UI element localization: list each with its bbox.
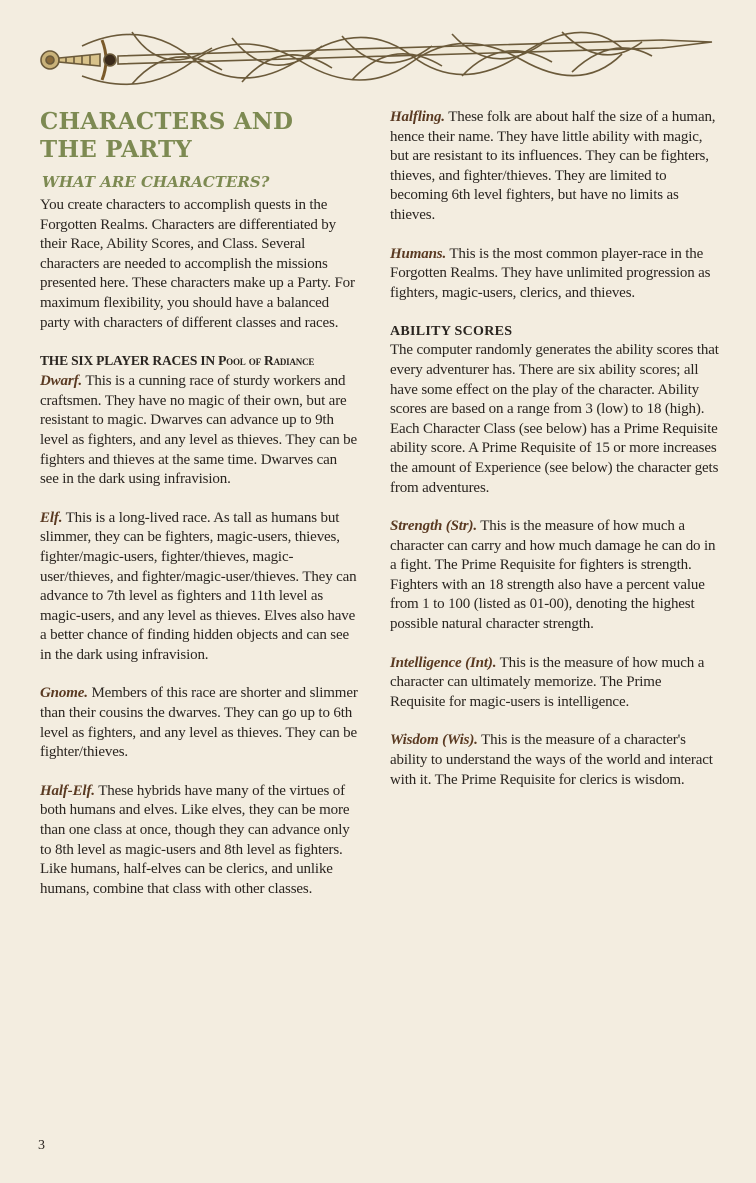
- race-text: These folk are about half the size of a human, hence their name. They have little ability with magic, but are resistant to its influences. They can be fighters, thieves, and fighter/thieves. They are limited to becoming 6th level fighters, but have no limits as thieves.: [390, 109, 716, 223]
- title-line-1: CHARACTERS AND: [40, 108, 294, 135]
- race-name: Half-Elf.: [40, 782, 95, 799]
- race-text: These hybrids have many of the virtues of both humans and elves. Like elves, they can be more than one class at once, though they can advance only to 8th level as magic-users and 8th level as fighters. Like humans, half-elves can be clerics, and unlike humans, combine that class with other classes.: [40, 782, 350, 897]
- section-subtitle: WHAT ARE CHARACTERS?: [42, 173, 270, 191]
- races-heading-main: THE SIX PLAYER RACES IN: [40, 353, 215, 369]
- sword-banner-icon: [22, 18, 722, 98]
- ability-intro: The computer randomly generates the ability scores that every adventurer has. There are six ability scores; all have some effect on the play of the character. Ability scores are based on a range from 3 (low) to 18 (high). Each Character Class (see below) has a Prime Requisite ability score. A Prime Requisite of 15 or more increases the amount of Experience (see below) the character gets from adventures.: [390, 342, 719, 496]
- page-number: 3: [38, 1138, 45, 1153]
- ability-name: Intelligence (Int).: [390, 654, 497, 671]
- page-title: [40, 108, 358, 164]
- race-elf: [40, 509, 358, 666]
- left-column: [40, 108, 358, 918]
- race-text: This is a long-lived race. As tall as humans but slimmer, they can be fighters, magic-users, thieves, fighter/magic-users, fighter/thieves, magic-user/thieves, and fighter/magic-user/thieves. They can advance to 7th level as fighters and 11th level as magic-users, and any level as thieves. Elves also have a better chance of finding hidden objects and can see in the dark using infravision.: [40, 509, 357, 663]
- race-name: Halfling.: [390, 109, 445, 125]
- ability-name: Wisdom (Wis).: [390, 732, 478, 749]
- right-column: [390, 108, 720, 809]
- race-text: Members of this race are shorter and slimmer than their cousins the dwarves. They can go up to 6th level as fighters, and any level as thieves. They can be fighter/thieves.: [40, 685, 358, 761]
- ability-intelligence: [390, 654, 720, 713]
- race-halfling: [390, 108, 720, 226]
- ability-strength: [390, 517, 720, 635]
- race-name: Gnome.: [40, 685, 88, 702]
- ability-text: This is the measure of a character's ability to understand the ways of the world and interact with it. The Prime Requisite for clerics is wisdom.: [390, 732, 713, 788]
- ability-name: Strength (Str).: [390, 518, 477, 535]
- ability-text: This is the measure of how much a character can ultimately memorize. The Prime Requisite for magic-users is intelligence.: [390, 654, 705, 710]
- ability-wisdom: [390, 731, 720, 790]
- race-name: Elf.: [40, 509, 63, 526]
- race-gnome: [40, 684, 358, 762]
- race-name: Dwarf.: [40, 373, 83, 390]
- ability-text: This is the measure of how much a character can carry and how much damage he can do in a fight. The Prime Requisite for fighters is strength. Fighters with an 18 strength also have a percent value from 1 to 100 (listed as 01-00), denoting the highest possible natural character strength.: [390, 518, 716, 633]
- race-dwarf: [40, 372, 358, 490]
- intro-paragraph: You create characters to accomplish quests in the Forgotten Realms. Characters are differentiated by their Race, Ability Scores, and Class. Several characters are needed to accomplish the missions presented here. These characters make up a Party. For maximum flexibility, you should have a balanced party with characters of different classes and races.: [40, 197, 355, 331]
- races-heading: [40, 352, 358, 370]
- ability-scores-heading: ABILITY SCORES: [390, 324, 513, 340]
- races-heading-game: Pool of Radiance: [218, 353, 315, 369]
- race-name: Humans.: [390, 245, 447, 262]
- race-text: This is the most common player-race in the Forgotten Realms. They have unlimited progression as fighters, magic-users, clerics, and thieves.: [390, 245, 711, 301]
- race-half-elf: [40, 782, 358, 900]
- title-line-2: THE PARTY: [40, 136, 192, 163]
- race-humans: [390, 245, 720, 304]
- race-text: This is a cunning race of sturdy workers and craftsmen. They have no magic of their own, but are resistant to magic. Dwarves can advance up to 9th level as fighters, and any level as thieves. They can be fighters and thieves at the same time. Dwarves can see in the dark using infravision.: [40, 373, 358, 488]
